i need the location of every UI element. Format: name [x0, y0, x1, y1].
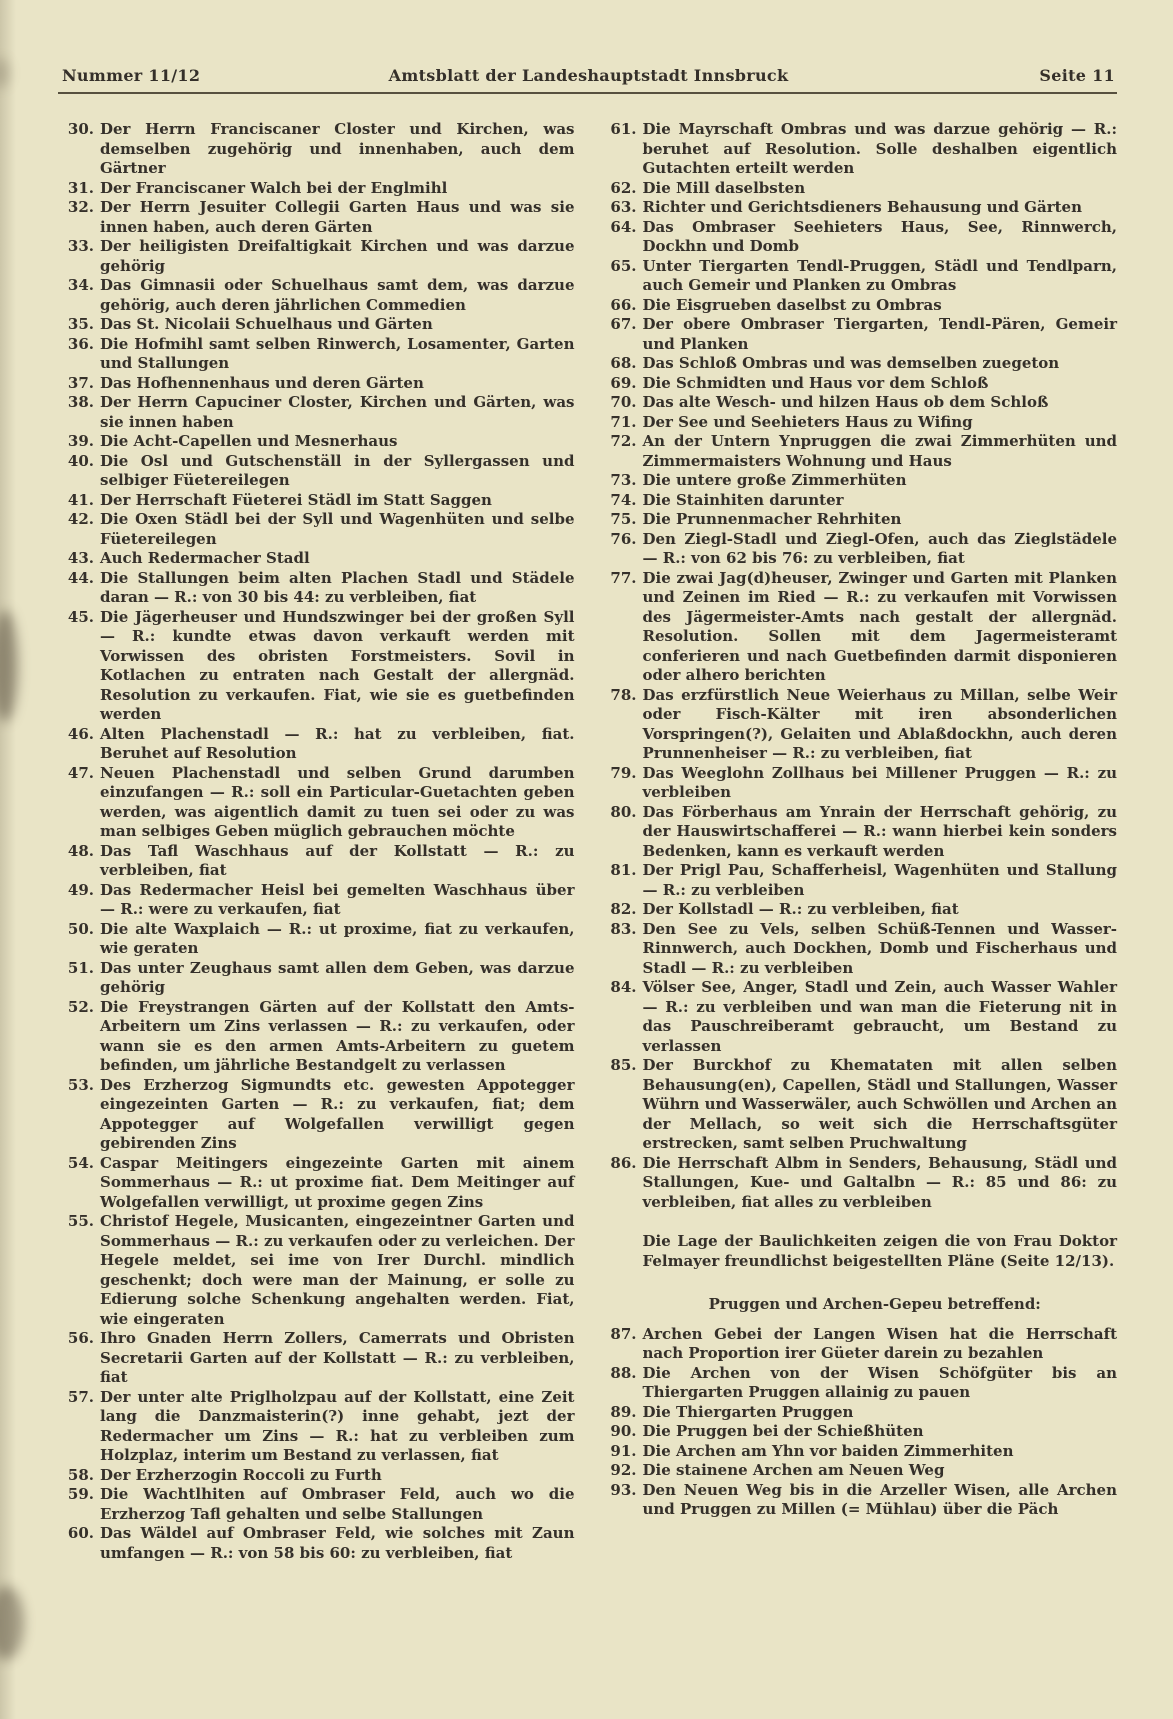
- item-text: Auch Redermacher Stadl: [100, 549, 310, 567]
- item-number: 65.: [610, 256, 637, 275]
- list-item: [62, 1524, 575, 1563]
- item-number: 58.: [67, 1465, 94, 1484]
- list-item: [605, 569, 1118, 686]
- item-number: 70.: [610, 393, 637, 411]
- page-header-title: Amtsblatt der Landeshauptstadt Innsbruck: [388, 66, 789, 85]
- item-number: 80.: [610, 802, 637, 821]
- item-number: 39.: [67, 432, 94, 450]
- item-text: Der Herrn Franciscaner Closter und Kirchen, was demselben zugehörig und innenhaben, auch dem Gärtner: [100, 120, 575, 177]
- list-item: [62, 335, 575, 374]
- item-text: Die Archen von der Wisen Schöfgüter bis an Thiergarten Pruggen allainig zu pauen: [642, 1363, 1117, 1401]
- list-item: [62, 920, 575, 959]
- item-number: 50.: [67, 919, 94, 938]
- item-text: Der See und Seehieters Haus zu Wifing: [642, 412, 973, 431]
- item-text: Die Jägerheuser und Hundszwinger bei der großen Syll — R.: kundte etwas davon verkauft werden mit Vorwissen des obristen Forstmeisters. Sovil in Kotlachen zu entraten nach Gestalt der allergnäd. Resolution zu verkaufen. Fiat, wie sie es guetbefinden werden: [100, 607, 575, 723]
- item-text: Die Mill daselbsten: [642, 178, 806, 197]
- list-item: [62, 393, 575, 432]
- item-text: Die Acht-Capellen und Mesnerhaus: [100, 432, 398, 450]
- item-text: Die Oxen Städl bei der Syll und Wagenhüten und selbe Füetereilegen: [100, 510, 575, 548]
- list-item: [62, 998, 575, 1076]
- item-number: 81.: [610, 861, 637, 879]
- item-number: 43.: [67, 549, 94, 567]
- list-item: [62, 1466, 575, 1486]
- item-text: Die Thiergarten Pruggen: [642, 1402, 854, 1421]
- item-number: 57.: [67, 1387, 94, 1406]
- item-number: 52.: [67, 997, 94, 1016]
- item-text: Den Ziegl-Stadl und Ziegl-Ofen, auch das Zieglstädele — R.: von 62 bis 76: zu verbleiben, fiat: [642, 529, 1117, 567]
- item-number: 61.: [610, 120, 637, 138]
- list-item: [62, 608, 575, 725]
- list-item: [62, 1212, 575, 1329]
- issue-number: Nummer 11/12: [62, 66, 201, 85]
- list-item: [62, 315, 575, 335]
- list-item: [62, 237, 575, 276]
- list-item: [605, 413, 1118, 433]
- list-item: [605, 257, 1118, 296]
- item-text: Das unter Zeughaus samt allen dem Geben, was darzue gehörig: [100, 958, 575, 996]
- list-item: [605, 764, 1118, 803]
- bridge-items-list: [605, 1325, 1118, 1520]
- item-number: 84.: [610, 978, 637, 996]
- item-number: 75.: [610, 510, 637, 528]
- item-number: 35.: [67, 315, 94, 333]
- left-column: [62, 120, 575, 1563]
- right-items-list: [605, 120, 1118, 1212]
- item-number: 62.: [610, 178, 637, 197]
- item-number: 32.: [67, 198, 94, 216]
- list-item: [605, 1154, 1118, 1213]
- item-number: 89.: [610, 1402, 637, 1421]
- item-number: 48.: [67, 841, 94, 860]
- item-text: Caspar Meitingers eingezeinte Garten mit ainem Sommerhaus — R.: ut proxime fiat. Dem Meitinger auf Wolgefallen verwilligt, ut proxime gegen Zins: [100, 1153, 575, 1211]
- list-item: [605, 900, 1118, 920]
- item-text: Das Weeglohn Zollhaus bei Millener Pruggen — R.: zu verbleiben: [642, 763, 1117, 801]
- item-text: Die Herrschaft Albm in Senders, Behausung, Städl und Stallungen, Kue- und Galtalbn — R.: 85 und 86: zu verbleiben, fiat alles zu verbleiben: [642, 1153, 1117, 1211]
- item-number: 93.: [610, 1480, 637, 1499]
- page-number: Seite 11: [1039, 66, 1115, 85]
- list-item: [62, 120, 575, 179]
- right-column: [605, 120, 1118, 1563]
- item-number: 69.: [610, 373, 637, 392]
- list-item: [605, 315, 1118, 354]
- item-text: Den Neuen Weg bis in die Arzeller Wisen, alle Archen und Pruggen zu Millen (= Mühlau) über die Päch: [642, 1480, 1117, 1518]
- list-item: [605, 218, 1118, 257]
- left-items-list: [62, 120, 575, 1563]
- item-text: Unter Tiergarten Tendl-Pruggen, Städl und Tendlparn, auch Gemeir und Planken zu Ombras: [642, 256, 1117, 294]
- list-item: [605, 530, 1118, 569]
- list-item: [605, 510, 1118, 530]
- item-number: 38.: [67, 393, 94, 411]
- list-item: [605, 978, 1118, 1056]
- item-text: Der unter alte Priglholzpau auf der Kollstatt, eine Zeit lang die Danzmaisterin(?) inne gehabt, jezt der Redermacher um Zins — R.: hat zu verbleiben zum Holzplaz, interim um Bestand zu verlassen, fiat: [100, 1387, 575, 1464]
- item-number: 44.: [67, 568, 94, 587]
- item-number: 59.: [67, 1485, 94, 1503]
- item-number: 64.: [610, 217, 637, 236]
- list-item: [62, 276, 575, 315]
- list-item: [605, 803, 1118, 862]
- list-item: [62, 1154, 575, 1213]
- item-number: 37.: [67, 373, 94, 392]
- item-text: Das Gimnasii oder Schuelhaus samt dem, was darzue gehörig, auch deren jährlichen Commedien: [100, 276, 575, 314]
- item-text: Das Förberhaus am Ynrain der Herrschaft gehörig, zu der Hauswirtschafferei — R.: wann hierbei kein sonders Bedenken, kann es verkauft werden: [642, 802, 1117, 860]
- item-number: 53.: [67, 1075, 94, 1094]
- list-item: [605, 1461, 1118, 1481]
- item-text: Den See zu Vels, selben Schüß-Tennen und Wasser-Rinnwerch, auch Dockhen, Domb und Fischerhaus und Stadl — R.: zu verbleiben: [642, 919, 1117, 977]
- item-number: 46.: [67, 724, 94, 743]
- item-number: 33.: [67, 237, 94, 255]
- item-text: Die Schmidten und Haus vor dem Schloß: [642, 373, 989, 392]
- item-text: Die untere große Zimmerhüten: [642, 471, 907, 489]
- item-text: Archen Gebei der Langen Wisen hat die Herrschaft nach Proportion irer Güeter darein zu bezahlen: [642, 1324, 1117, 1362]
- item-number: 91.: [610, 1441, 637, 1460]
- item-number: 30.: [67, 120, 94, 138]
- item-text: Die zwai Jag(d)heuser, Zwinger und Garten mit Planken und Zeinen im Ried — R.: zu verkaufen mit Vorwissen des Jägermeister-Amts nach gestalt der allergnäd. Resolution. Sollen mit dem Jagermeisteramt conferieren und nach Guetbefinden darmit disponieren oder alhero berichten: [642, 568, 1117, 684]
- list-item: [62, 881, 575, 920]
- item-number: 49.: [67, 880, 94, 899]
- list-item: [62, 569, 575, 608]
- list-item: [62, 764, 575, 842]
- item-number: 42.: [67, 510, 94, 528]
- item-number: 86.: [610, 1153, 637, 1172]
- list-item: [62, 491, 575, 511]
- content-columns: [0, 94, 1173, 1563]
- list-item: [62, 510, 575, 549]
- list-item: [605, 1403, 1118, 1423]
- list-item: [605, 1325, 1118, 1364]
- list-item: [605, 1442, 1118, 1462]
- list-item: [62, 432, 575, 452]
- item-text: Die stainene Archen am Neuen Weg: [642, 1461, 945, 1479]
- list-item: [62, 1485, 575, 1524]
- list-item: [62, 198, 575, 237]
- item-number: 34.: [67, 276, 94, 294]
- list-item: [605, 296, 1118, 316]
- item-text: Das Redermacher Heisl bei gemelten Waschhaus über — R.: were zu verkaufen, fiat: [100, 880, 575, 918]
- item-text: Das Wäldel auf Ombraser Feld, wie solches mit Zaun umfangen — R.: von 58 bis 60: zu verbleiben, fiat: [100, 1524, 575, 1562]
- item-text: Der Herrn Jesuiter Collegii Garten Haus und was sie innen haben, auch deren Gärten: [100, 198, 575, 236]
- item-text: Der heiligisten Dreifaltigkait Kirchen und was darzue gehörig: [100, 237, 575, 275]
- list-item: [62, 549, 575, 569]
- item-number: 66.: [610, 295, 637, 314]
- item-text: Der Kollstadl — R.: zu verbleiben, fiat: [642, 900, 959, 918]
- item-text: Das erzfürstlich Neue Weierhaus zu Millan, selbe Weir oder Fisch-Kälter mit iren absonderlichen Vorspringen(?), Gelaiten und Ablaßdockhn, auch deren Prunnenheiser — R.: zu verbleiben, fiat: [642, 685, 1117, 762]
- item-number: 88.: [610, 1363, 637, 1382]
- item-number: 36.: [67, 334, 94, 353]
- list-item: [605, 861, 1118, 900]
- list-item: [605, 686, 1118, 764]
- list-item: [605, 432, 1118, 471]
- list-item: [62, 725, 575, 764]
- list-item: [605, 920, 1118, 979]
- item-number: 47.: [67, 763, 94, 782]
- list-item: [62, 842, 575, 881]
- item-text: Die Eisgrueben daselbst zu Ombras: [642, 295, 942, 314]
- list-item: [605, 1056, 1118, 1154]
- item-text: Die Freystrangen Gärten auf der Kollstatt den Amts-Arbeitern um Zins verlassen — R.: zu verkaufen, oder wann sie es den armen Amts-Arbeitern zu guetem befinden, um jährliche Bestandgelt zu verlassen: [100, 997, 575, 1074]
- item-text: Der Burckhof zu Khemataten mit allen selben Behausung(en), Capellen, Städl und Stallungen, Wasser Wührn und Wasserwäler, auch Schwöllen und Archen an der Mellach, so weit sich die Herrschaftsgüter erstrecken, samt selben Pruchwaltung: [642, 1056, 1117, 1152]
- item-number: 51.: [67, 958, 94, 977]
- item-number: 41.: [67, 490, 94, 509]
- item-number: 60.: [67, 1524, 94, 1542]
- list-item: [605, 354, 1118, 374]
- list-item: [62, 959, 575, 998]
- item-number: 82.: [610, 900, 637, 918]
- item-number: 71.: [610, 412, 637, 431]
- item-text: Die Stainhiten darunter: [642, 490, 844, 509]
- item-text: Die Osl und Gutschenställ in der Syllergassen und selbiger Füetereilegen: [100, 451, 575, 489]
- list-item: [62, 179, 575, 199]
- item-text: Die Mayrschaft Ombras und was darzue gehörig — R.: beruhet auf Resolution. Solle deshalben eigentlich Gutachten erteilt werden: [642, 120, 1117, 177]
- item-text: Das alte Wesch- und hilzen Haus ob dem Schloß: [642, 393, 1049, 411]
- page-header: [0, 0, 1173, 85]
- item-number: 68.: [610, 354, 637, 372]
- list-item: [605, 1481, 1118, 1520]
- item-text: Der Prigl Pau, Schafferheisl, Wagenhüten und Stallung — R.: zu verbleiben: [642, 861, 1117, 899]
- item-number: 67.: [610, 315, 637, 333]
- list-item: [605, 179, 1118, 199]
- item-text: Die alte Waxplaich — R.: ut proxime, fiat zu verkaufen, wie geraten: [100, 919, 575, 957]
- item-text: Des Erzherzog Sigmundts etc. gewesten Appotegger eingezeinten Garten — R.: zu verkaufen, fiat; dem Appotegger auf Wolgefallen verwilligt gegen gebirenden Zins: [100, 1075, 575, 1152]
- item-number: 63.: [610, 198, 637, 216]
- list-item: [62, 1388, 575, 1466]
- item-text: Die Wachtlhiten auf Ombraser Feld, auch wo die Erzherzog Tafl gehalten und selbe Stallungen: [100, 1485, 575, 1523]
- item-number: 83.: [610, 919, 637, 938]
- item-number: 56.: [67, 1329, 94, 1347]
- item-text: Das Schloß Ombras und was demselben zuegeton: [642, 354, 1060, 372]
- item-text: Der Erzherzogin Roccoli zu Furth: [100, 1465, 382, 1484]
- list-item: [605, 198, 1118, 218]
- item-text: Das Hofhennenhaus und deren Gärten: [100, 373, 424, 392]
- list-item: [605, 393, 1118, 413]
- item-number: 79.: [610, 763, 637, 782]
- item-number: 85.: [610, 1056, 637, 1074]
- item-text: Alten Plachenstadl — R.: hat zu verbleiben, fiat. Beruhet auf Resolution: [100, 724, 575, 762]
- list-item: [605, 1364, 1118, 1403]
- item-number: 76.: [610, 529, 637, 548]
- item-number: 92.: [610, 1461, 637, 1479]
- item-text: Das St. Nicolaii Schuelhaus und Gärten: [100, 315, 433, 333]
- list-item: [62, 1329, 575, 1388]
- item-text: Der Franciscaner Walch bei der Englmihl: [100, 178, 448, 197]
- item-text: Die Pruggen bei der Schießhüten: [642, 1422, 924, 1440]
- list-item: [62, 374, 575, 394]
- item-number: 78.: [610, 685, 637, 704]
- item-text: An der Untern Ynpruggen die zwai Zimmerhüten und Zimmermaisters Wohnung und Haus: [642, 432, 1117, 470]
- item-number: 90.: [610, 1422, 637, 1440]
- item-text: Die Archen am Yhn vor baiden Zimmerhiten: [642, 1441, 1014, 1460]
- list-item: [605, 1422, 1118, 1442]
- item-text: Der Herrn Capuciner Closter, Kirchen und Gärten, was sie innen haben: [100, 393, 575, 431]
- item-number: 31.: [67, 178, 94, 197]
- list-item: [605, 374, 1118, 394]
- item-number: 54.: [67, 1153, 94, 1172]
- section-heading: Pruggen und Archen-Gepeu betreffend:: [708, 1295, 1041, 1313]
- item-number: 77.: [610, 568, 637, 587]
- item-text: Christof Hegele, Musicanten, eingezeintner Garten und Sommerhaus — R.: zu verkaufen oder zu verleichen. Der Hegele meldet, sei ime von Irer Durchl. mindlich geschenkt; doch were man der Mainung, er solle zu Edierung solche Schenkung angehalten werden. Fiat, wie eingeraten: [100, 1212, 575, 1328]
- item-text: Das Ombraser Seehieters Haus, See, Rinnwerch, Dockhn und Domb: [642, 217, 1117, 255]
- list-item: [605, 491, 1118, 511]
- item-text: Die Hofmihl samt selben Rinwerch, Losamenter, Garten und Stallungen: [100, 334, 575, 372]
- item-number: 74.: [610, 490, 637, 509]
- item-text: Der obere Ombraser Tiergarten, Tendl-Pären, Gemeir und Planken: [642, 315, 1117, 353]
- item-text: Der Herrschaft Füeterei Städl im Statt Saggen: [100, 490, 492, 509]
- item-text: Neuen Plachenstadl und selben Grund darumben einzufangen — R.: soll ein Particular-Guetachten geben werden, was aigentlich damit zu tuen sei oder zu was man selbiges Geben müglich gebrauchen möchte: [100, 763, 575, 840]
- plans-note: Die Lage der Baulichkeiten zeigen die von Frau Doktor Felmayer freundlichst beigestellten Pläne (Seite 12/13).: [642, 1232, 1117, 1270]
- list-item: [605, 471, 1118, 491]
- item-text: Die Stallungen beim alten Plachen Stadl und Städele daran — R.: von 30 bis 44: zu verbleiben, fiat: [100, 568, 575, 606]
- item-number: 87.: [610, 1324, 637, 1343]
- item-text: Die Prunnenmacher Rehrhiten: [642, 510, 902, 528]
- item-text: Völser See, Anger, Stadl und Zein, auch Wasser Wahler — R.: zu verbleiben und wan man die Fieterung nit in das Pauschreiberamt gebraucht, um Bestand zu verlassen: [642, 978, 1117, 1055]
- scan-artifact: [0, 1586, 24, 1660]
- list-item: [605, 120, 1118, 179]
- item-text: Das Tafl Waschhaus auf der Kollstatt — R.: zu verbleiben, fiat: [100, 841, 575, 879]
- list-item: [62, 1076, 575, 1154]
- item-number: 55.: [67, 1212, 94, 1230]
- item-number: 40.: [67, 451, 94, 470]
- item-number: 45.: [67, 607, 94, 626]
- list-item: [62, 452, 575, 491]
- item-number: 72.: [610, 432, 637, 450]
- item-text: Ihro Gnaden Herrn Zollers, Camerrats und Obristen Secretarii Garten auf der Kollstatt — R.: zu verbleiben, fiat: [100, 1329, 575, 1386]
- item-number: 73.: [610, 471, 637, 489]
- item-text: Richter und Gerichtsdieners Behausung und Gärten: [642, 198, 1082, 216]
